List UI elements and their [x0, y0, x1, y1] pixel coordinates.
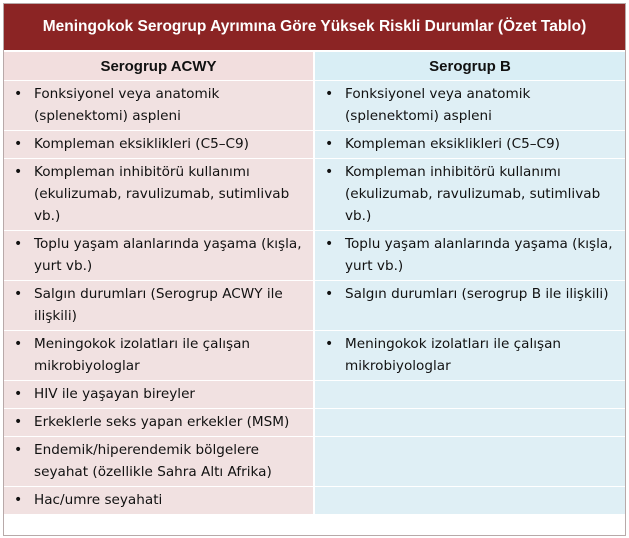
list-item: [10, 383, 307, 405]
bullet-icon: •: [325, 336, 334, 352]
list-item: [10, 489, 307, 511]
bullet-icon: •: [325, 164, 334, 180]
table-row: [4, 159, 625, 231]
cell-acwy: [4, 487, 314, 515]
risk-table: [4, 52, 625, 514]
item-text: Kompleman eksiklikleri (C5–C9): [34, 136, 249, 152]
cell-acwy: [4, 159, 314, 231]
cell-b: [314, 487, 625, 515]
cell-acwy: [4, 409, 314, 437]
cell-b: [314, 131, 625, 159]
bullet-icon: •: [14, 442, 23, 458]
table-row: [4, 81, 625, 131]
cell-acwy: [4, 331, 314, 381]
cell-acwy: [4, 437, 314, 487]
table-title: Meningokok Serogrup Ayrımına Göre Yüksek Riskli Durumlar (Özet Tablo): [4, 4, 625, 50]
item-text: Erkeklerle seks yapan erkekler (MSM): [34, 414, 290, 430]
item-text: Toplu yaşam alanlarında yaşama (kışla, yurt vb.): [34, 236, 302, 274]
table-row: [4, 409, 625, 437]
cell-acwy: [4, 131, 314, 159]
bullet-icon: •: [14, 136, 23, 152]
cell-b: [314, 81, 625, 131]
bullet-icon: •: [14, 386, 23, 402]
bullet-icon: •: [325, 136, 334, 152]
item-text: Hac/umre seyahati: [34, 492, 163, 508]
item-text: HIV ile yaşayan bireyler: [34, 386, 196, 402]
item-text: Kompleman inhibitörü kullanımı (ekulizumab, ravulizumab, sutimlivab vb.): [34, 164, 290, 224]
item-text: Fonksiyonel veya anatomik (splenektomi) aspleni: [345, 86, 531, 124]
table-row: [4, 131, 625, 159]
bullet-icon: •: [325, 86, 334, 102]
item-text: Kompleman inhibitörü kullanımı (ekulizumab, ravulizumab, sutimlivab vb.): [345, 164, 601, 224]
cell-acwy: [4, 81, 314, 131]
table-row: [4, 281, 625, 331]
item-text: Salgın durumları (Serogrup ACWY ile ilişkili): [34, 286, 283, 324]
cell-b: [314, 159, 625, 231]
list-item: [10, 161, 307, 227]
item-text: Meningokok izolatları ile çalışan mikrobiyologlar: [34, 336, 251, 374]
list-item: [10, 411, 307, 433]
list-item: [10, 283, 307, 327]
header-row: [4, 52, 625, 81]
list-item: [10, 133, 307, 155]
list-item: [10, 233, 307, 277]
cell-acwy: [4, 381, 314, 409]
table-row: [4, 381, 625, 409]
cell-b: [314, 331, 625, 381]
column-header-acwy: Serogrup ACWY: [4, 52, 314, 81]
bullet-icon: •: [14, 164, 23, 180]
item-text: Toplu yaşam alanlarında yaşama (kışla, yurt vb.): [345, 236, 613, 274]
list-item: [321, 283, 619, 305]
table-row: [4, 487, 625, 515]
list-item: [321, 233, 619, 277]
bullet-icon: •: [14, 286, 23, 302]
item-text: Salgın durumları (serogrup B ile ilişkili): [345, 286, 609, 302]
bullet-icon: •: [325, 236, 334, 252]
cell-acwy: [4, 231, 314, 281]
item-text: Endemik/hiperendemik bölgelere seyahat (özellikle Sahra Altı Afrika): [34, 442, 272, 480]
item-text: Fonksiyonel veya anatomik (splenektomi) aspleni: [34, 86, 220, 124]
list-item: [10, 439, 307, 483]
list-item: [321, 333, 619, 377]
bullet-icon: •: [14, 492, 23, 508]
table-row: [4, 231, 625, 281]
table-row: [4, 437, 625, 487]
list-item: [10, 333, 307, 377]
bullet-icon: •: [14, 86, 23, 102]
bullet-icon: •: [14, 414, 23, 430]
item-text: Meningokok izolatları ile çalışan mikrobiyologlar: [345, 336, 562, 374]
cell-b: [314, 409, 625, 437]
list-item: [321, 83, 619, 127]
cell-b: [314, 381, 625, 409]
bullet-icon: •: [14, 236, 23, 252]
item-text: Kompleman eksiklikleri (C5–C9): [345, 136, 560, 152]
column-header-b: Serogrup B: [314, 52, 625, 81]
cell-acwy: [4, 281, 314, 331]
list-item: [321, 133, 619, 155]
cell-b: [314, 281, 625, 331]
table-row: [4, 331, 625, 381]
list-item: [10, 83, 307, 127]
summary-table-frame: [3, 3, 626, 536]
bullet-icon: •: [14, 336, 23, 352]
bullet-icon: •: [325, 286, 334, 302]
list-item: [321, 161, 619, 227]
cell-b: [314, 231, 625, 281]
cell-b: [314, 437, 625, 487]
